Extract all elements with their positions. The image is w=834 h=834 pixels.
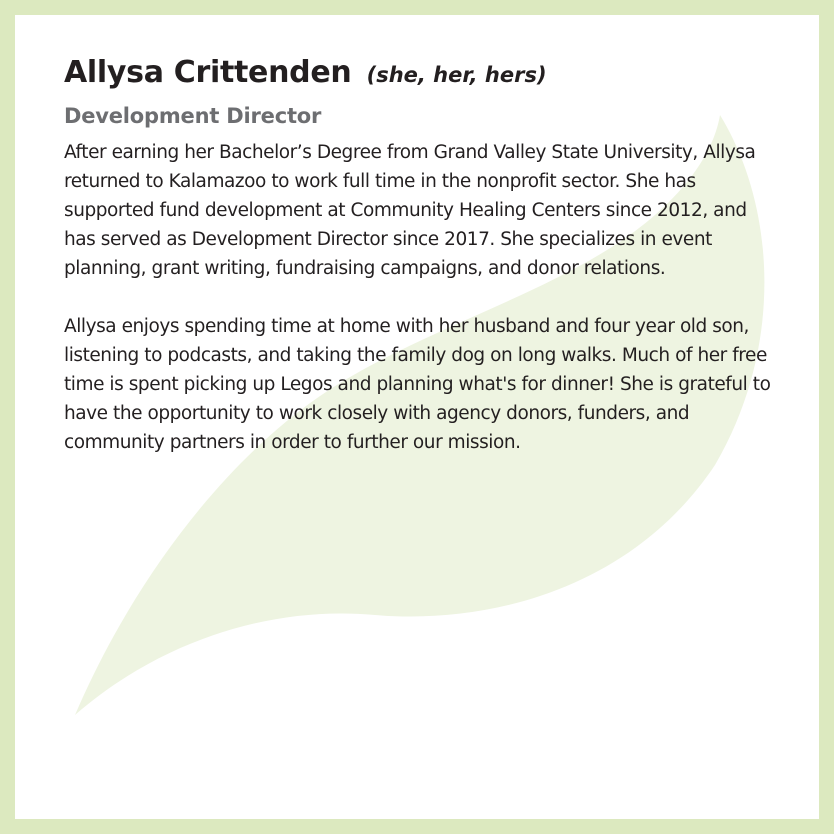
bio-paragraph-1: After earning her Bachelor’s Degree from Grand Valley State University, Allysa returned to Kalamazoo to work full time in the nonprofit sector. She has supported fund development at Community Healing Centers since 2012, and has served as Development Director since 2017. She specializes in event planning, grant writing, fundraising campaigns, and donor relations. xyxy=(64,142,756,279)
bio-card xyxy=(15,15,819,819)
name-heading xyxy=(64,49,774,97)
job-title: Development Director xyxy=(64,104,322,128)
person-name: Allysa Crittenden xyxy=(64,55,352,90)
bio-paragraph-2: Allysa enjoys spending time at home with her husband and four year old son, listening to podcasts, and taking the family dog on long walks. Much of her free time is spent picking up Legos and planning what's for dinner! She is grateful to have the opportunity to work closely with agency donors, funders, and community partners in order to further our mission. xyxy=(64,316,771,453)
bio-content xyxy=(64,49,774,457)
person-pronouns: (she, her, hers) xyxy=(366,63,547,87)
